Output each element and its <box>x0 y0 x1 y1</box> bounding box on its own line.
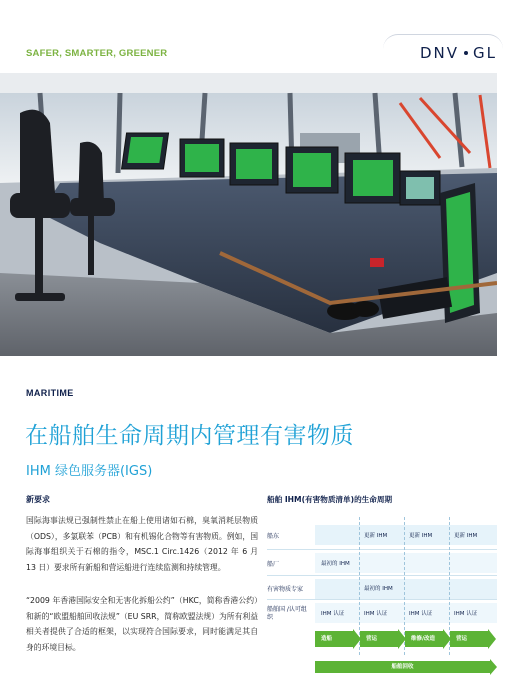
page-subtitle: IHM 绿色服务器(IGS) <box>26 464 153 479</box>
ihm-lifecycle-diagram <box>267 494 497 677</box>
paragraph-1: 国际海事法规已强制性禁止在船上使用诸如石棉，臭氧消耗层物质（ODS），多氯联苯（PCB）和有机锡化合物等有害物质。例如，国际海事组织关于石棉的指令，MSC.1 Circ.1426（2012 年 6 月 13 日）要求所有新船和营运船进行连续监测和持续管理。 <box>26 516 258 572</box>
phase-arrow-operation-2: 营运 <box>450 631 488 647</box>
body-column <box>26 494 258 655</box>
owner-update-2: 更新 IHM <box>409 533 433 539</box>
flag-cert-2: IHM 认证 <box>364 611 388 617</box>
phase-arrow-build: 造船 <box>315 631 353 647</box>
flag-cert-4: IHM 认证 <box>454 611 478 617</box>
row-label-yard: 船厂 <box>267 561 280 568</box>
paragraph-2: “2009 年香港国际安全和无害化拆船公约”（HKC，简称香港公约）和新的“欧盟船舶回收法规”（EU SRR，简称欧盟法规）为所有利益相关者提供了合适的框架，以实现符合国际要求，同时能满足其自身的环境目标。 <box>26 596 258 652</box>
row-label-flag: 船舶国 /认可组织 <box>267 606 307 621</box>
owner-update-1: 更新 IHM <box>364 533 388 539</box>
row-divider <box>267 575 497 576</box>
flag-cert-1: IHM 认证 <box>321 611 345 617</box>
ship-bridge-photo <box>0 73 497 356</box>
owner-update-3: 更新 IHM <box>454 533 478 539</box>
row-label-expert: 有害物质专家 <box>267 586 304 593</box>
tagline: SAFER, SMARTER, GREENER <box>26 48 168 59</box>
flag-cert-3: IHM 认证 <box>409 611 433 617</box>
phase-arrow-operation-1: 营运 <box>360 631 398 647</box>
lane-expert <box>315 579 497 599</box>
logo-gl: GL <box>473 44 497 62</box>
dnv-gl-logo <box>420 44 497 62</box>
phase-arrow-repair: 维修/改造 <box>405 631 443 647</box>
diagram-title: 船舶 IHM(有害物质清单)的生命周期 <box>267 495 393 504</box>
row-divider <box>267 549 497 550</box>
requirements-heading: 新要求 <box>26 495 50 504</box>
yard-initial-ihm: 最初的 IHM <box>321 561 350 567</box>
logo-dnv: DNV <box>419 44 460 62</box>
lifecycle-grid <box>267 517 497 677</box>
logo-dot <box>464 51 468 55</box>
row-divider <box>267 599 497 600</box>
section-label: MARITIME <box>26 388 74 398</box>
row-label-owner: 船东 <box>267 533 280 540</box>
expert-initial-ihm: 最初的 IHM <box>364 586 393 592</box>
top-strip <box>0 0 519 8</box>
lifecycle-arrow: 船舶回收 <box>315 661 490 673</box>
page-title: 在船舶生命周期内管理有害物质 <box>25 423 354 449</box>
